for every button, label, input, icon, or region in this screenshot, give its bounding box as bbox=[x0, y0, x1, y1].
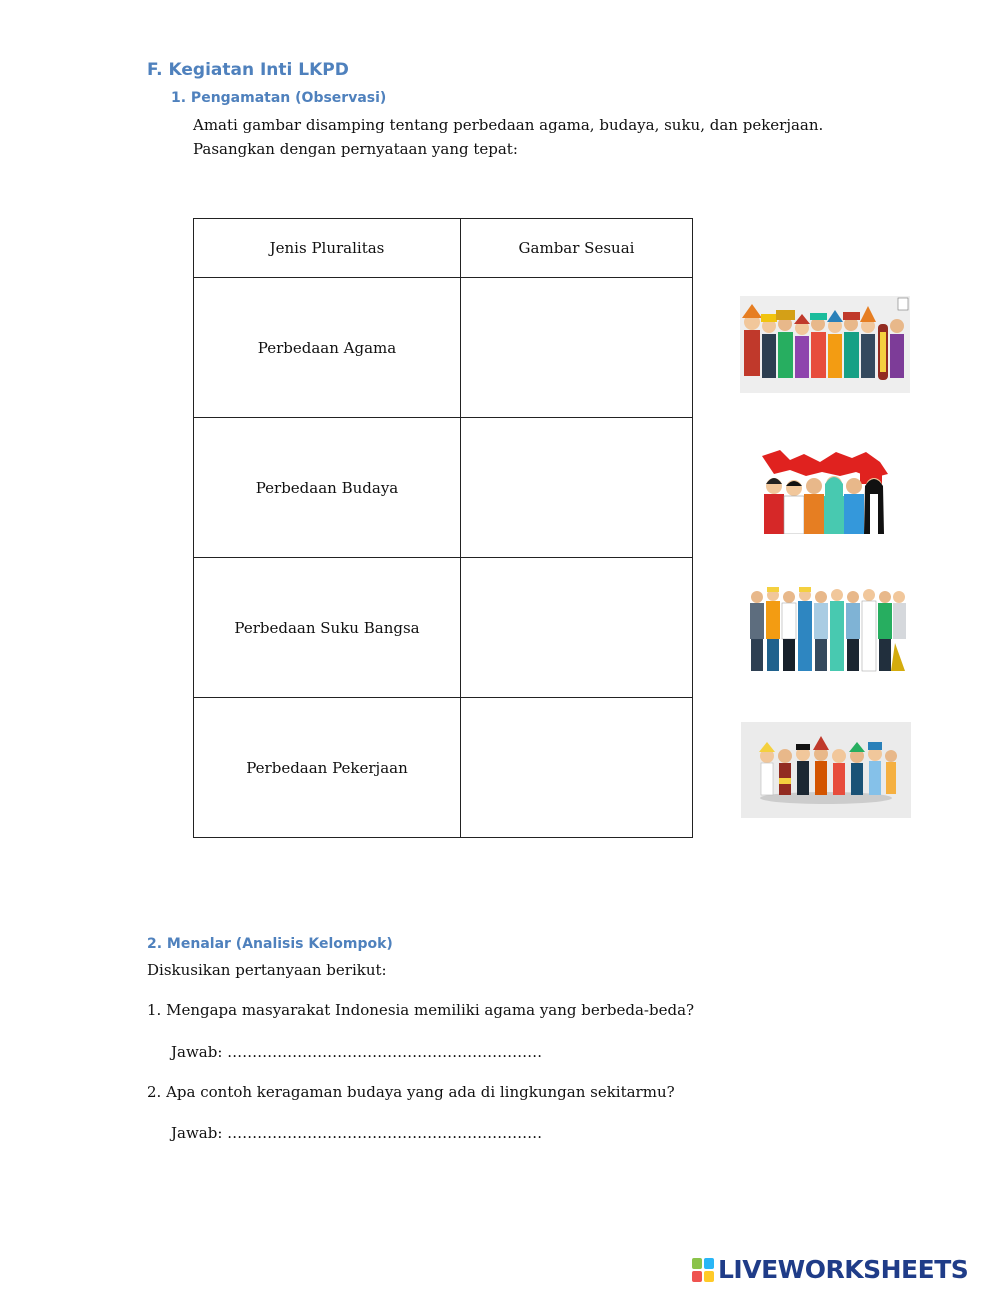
header-gambar-sesuai: Gambar Sesuai bbox=[461, 219, 693, 278]
observation-heading: 1. Pengamatan (Observasi) bbox=[171, 90, 387, 106]
drop-zone-pekerjaan[interactable] bbox=[461, 698, 693, 838]
drop-zone-agama[interactable] bbox=[461, 278, 693, 418]
observation-instruction-1: Amati gambar disamping tentang perbedaan agama, budaya, suku, dan pekerjaan. bbox=[193, 116, 824, 134]
liveworksheets-logo bbox=[692, 1255, 968, 1284]
drop-zone-suku-bangsa[interactable] bbox=[461, 558, 693, 698]
question-2: 2. Apa contoh keragaman budaya yang ada di lingkungan sekitarmu? bbox=[147, 1083, 675, 1101]
row-label-pekerjaan: Perbedaan Pekerjaan bbox=[194, 698, 461, 838]
reasoning-intro: Diskusikan pertanyaan berikut: bbox=[147, 961, 387, 979]
row-label-agama: Perbedaan Agama bbox=[194, 278, 461, 418]
table-row bbox=[194, 418, 693, 558]
question-1: 1. Mengapa masyarakat Indonesia memiliki agama yang berbeda-beda? bbox=[147, 1001, 695, 1019]
picture-professions[interactable] bbox=[745, 583, 910, 677]
picture-ethnic-characters[interactable] bbox=[741, 722, 911, 818]
picture-traditional-costumes[interactable] bbox=[740, 296, 910, 393]
observation-instruction-2: Pasangkan dengan pernyataan yang tepat: bbox=[193, 140, 518, 158]
header-jenis-pluralitas: Jenis Pluralitas bbox=[194, 219, 461, 278]
section-title: F. Kegiatan Inti LKPD bbox=[147, 60, 349, 80]
table-row bbox=[194, 558, 693, 698]
row-label-budaya: Perbedaan Budaya bbox=[194, 418, 461, 558]
table-row bbox=[194, 278, 693, 418]
answer-2-field[interactable]: Jawab: ……………………………………………………… bbox=[171, 1124, 543, 1142]
drop-zone-budaya[interactable] bbox=[461, 418, 693, 558]
logo-mark-icon bbox=[692, 1258, 714, 1282]
row-label-suku-bangsa: Perbedaan Suku Bangsa bbox=[194, 558, 461, 698]
picture-religions-map[interactable] bbox=[760, 446, 891, 534]
logo-text: LIVEWORKSHEETS bbox=[718, 1255, 969, 1284]
table-row bbox=[194, 698, 693, 838]
answer-1-field[interactable]: Jawab: ……………………………………………………… bbox=[171, 1043, 543, 1061]
reasoning-heading: 2. Menalar (Analisis Kelompok) bbox=[147, 936, 393, 952]
matching-table bbox=[193, 218, 693, 838]
table-header-row bbox=[194, 219, 693, 278]
